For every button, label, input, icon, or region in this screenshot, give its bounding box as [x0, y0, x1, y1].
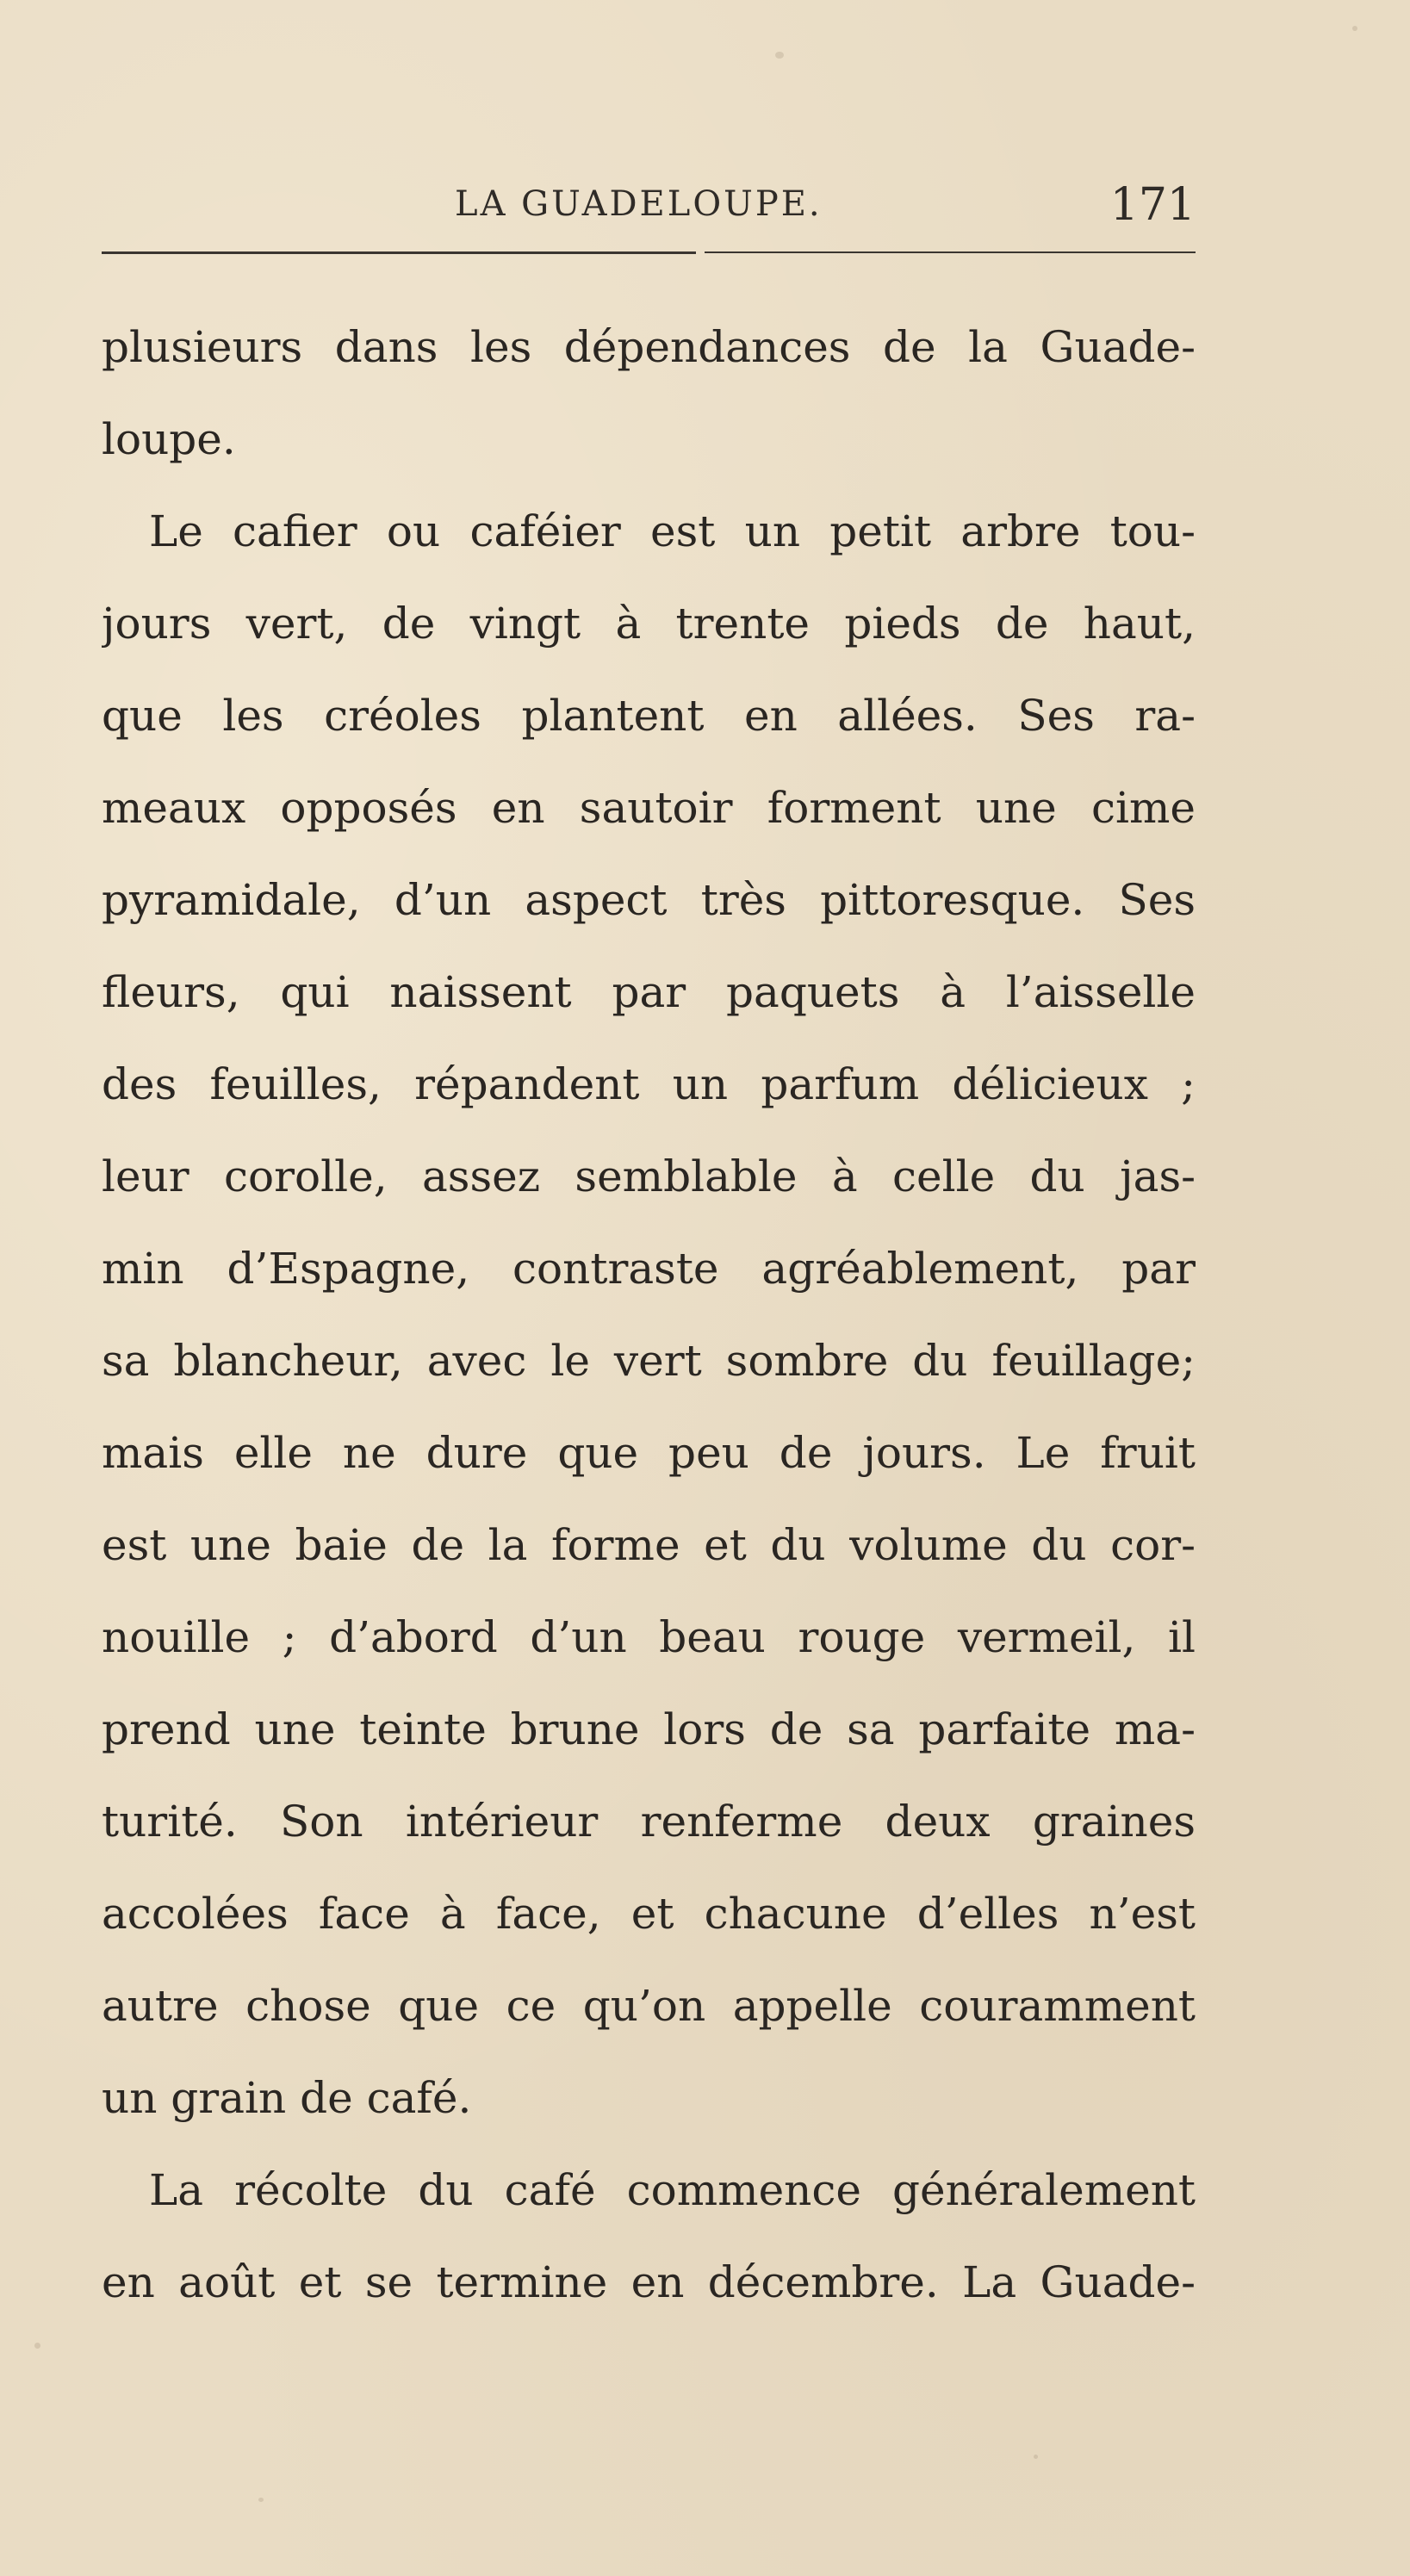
text-line: accolées face à face, et chacune d’elles n’est [102, 1889, 1196, 1939]
running-title: LA GUADELOUPE. [455, 184, 823, 224]
page-header [102, 172, 1196, 241]
text-line: loupe. [102, 414, 236, 464]
text-line: nouille ; d’abord d’un beau rouge vermeil, il [102, 1612, 1196, 1662]
paper-speck [1034, 2455, 1038, 2459]
text-line: pyramidale, d’un aspect très pittoresque. Ses [102, 875, 1196, 925]
header-rule-right [705, 251, 1196, 253]
paper-speck [1352, 26, 1357, 31]
text-line: mais elle ne dure que peu de jours. Le fruit [102, 1428, 1196, 1478]
text-line: est une baie de la forme et du volume du cor- [102, 1520, 1196, 1570]
text-line: min d’Espagne, contraste agréablement, par [102, 1244, 1196, 1294]
text-line: en août et se termine en décembre. La Guade- [102, 2257, 1196, 2307]
text-body [102, 301, 1196, 2329]
text-line: La récolte du café commence généralement [149, 2165, 1196, 2215]
text-line: sa blancheur, avec le vert sombre du feuillage; [102, 1336, 1196, 1386]
text-line: plusieurs dans les dépendances de la Guade- [102, 322, 1196, 372]
text-line: des feuilles, répandent un parfum délicieux ; [102, 1059, 1196, 1109]
text-line: autre chose que ce qu’on appelle couramment [102, 1981, 1196, 2031]
text-line: un grain de café. [102, 2073, 472, 2123]
text-line: prend une teinte brune lors de sa parfaite ma- [102, 1704, 1196, 1754]
header-rule-left [102, 251, 696, 254]
paper-speck [258, 2498, 264, 2502]
text-line: fleurs, qui naissent par paquets à l’aisselle [102, 967, 1196, 1017]
paper-speck [775, 52, 784, 59]
text-line: leur corolle, assez semblable à celle du jas- [102, 1151, 1196, 1201]
text-line: que les créoles plantent en allées. Ses ra- [102, 691, 1196, 741]
paper-speck [34, 2343, 40, 2349]
text-line: jours vert, de vingt à trente pieds de haut, [102, 599, 1196, 649]
page-number: 171 [1109, 179, 1196, 231]
text-line: meaux opposés en sautoir forment une cime [102, 783, 1196, 833]
text-line: Le cafier ou caféier est un petit arbre tou- [149, 506, 1196, 556]
text-line: turité. Son intérieur renferme deux graines [102, 1797, 1196, 1847]
